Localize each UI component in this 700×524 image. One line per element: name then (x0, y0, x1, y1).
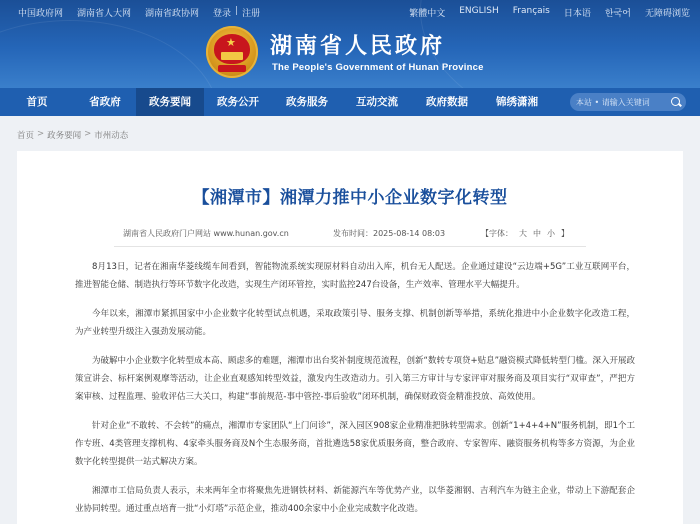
login-link[interactable]: 登录 (213, 9, 232, 19)
lang-french[interactable]: Français (512, 6, 550, 16)
lang-english[interactable]: ENGLISH (459, 6, 499, 16)
national-emblem-icon: ★ (206, 26, 258, 78)
search-icon[interactable] (671, 97, 680, 106)
nav-item-scenic-hunan[interactable]: 锦绣潇湘 (496, 96, 538, 108)
article-card (17, 151, 683, 524)
article-source: 湖南省人民政府门户网站 www.hunan.gov.cn (123, 229, 289, 238)
article-paragraph: 针对企业“不敢转、不会转”的痛点，湘潭市专家团队“上门问诊”，深入园区908家企业精准把脉转型需求。创新“1+4+4+N”服务机制，即1个工作专班、4类管理支撑机构、4家牵头服务商及N个生态服务商，首批遴选58家优质服务商，整合政府、专家智库、融资服务机构等多方资源，为企业数字化转型提供一站式解决方案。 (75, 421, 635, 467)
nav-item-provincial-government[interactable]: 省政府 (89, 96, 121, 108)
font-size-medium[interactable]: 中 (533, 229, 541, 238)
breadcrumb (17, 129, 128, 141)
breadcrumb-city-news[interactable]: 市州动态 (94, 131, 129, 141)
breadcrumb-government-news[interactable]: 政务要闻 (47, 131, 82, 141)
article-paragraph: 今年以来，湘潭市紧抓国家中小企业数字化转型试点机遇，采取政策引导、服务支撑、机制创新等举措，系统化推进中小企业数字化改造工程，为产业转型升级注入强劲发展动能。 (75, 309, 635, 337)
font-size-close: 】 (561, 229, 569, 238)
site-subtitle: The People's Government of Hunan Province (272, 62, 484, 73)
article-paragraph: 8月13日，记者在湘南华菱线缆车间看到，智能物流系统实现原材料自动出入库，机台无人配送。企业通过建设“云边端+5G”工业互联网平台，推进智能仓储、制造执行等环节数字化改造，实现生产闭环管控，实时监控247台设备，生产效率、管理水平大幅提升。 (75, 262, 635, 290)
top-bar (0, 0, 700, 22)
link-gov-cn[interactable]: 中国政府网 (18, 9, 64, 19)
accessibility-link[interactable]: 无障碍浏览 (644, 9, 690, 19)
link-hunan-cppcc[interactable]: 湖南省政协网 (145, 9, 200, 19)
site-title[interactable]: 湖南省人民政府 (270, 34, 446, 59)
article-paragraph: 湘潭市工信局负责人表示，未来两年全市将聚焦先进钢铁材料、新能源汽车等优势产业，以华菱湘钢、吉利汽车为链主企业，带动上下游配套企业协同转型。通过重点培育一批“小灯塔”示范企业，推动400余家中小企业完成数字化改造。 (75, 486, 635, 514)
nav-item-home[interactable]: 首页 (26, 96, 48, 108)
breadcrumb-separator: > (84, 129, 92, 139)
article-date: 发布时间：2025-08-14 08:03 (333, 229, 446, 238)
search-input[interactable] (576, 95, 668, 109)
article-meta (123, 228, 569, 239)
lang-japanese[interactable]: 日本语 (563, 9, 591, 19)
article-paragraph: 为破解中小企业数字化转型成本高、顾虑多的难题，湘潭市出台奖补制度规范流程，创新“数转专项贷+贴息”融资模式降低转型门槛。深入开展政策宣讲会、标杆案例观摩等活动，让企业直观感知转型效益，激发内生改造动力。引入第三方审计与专家评审对服务商及项目实行“双审查”，严把方案审核、过程监理、验收评估三大关口，构建“事前规范-事中管控-事后验收”闭环机制，确保财政资金精准投放、高效使用。 (75, 356, 635, 402)
nav-item-government-services[interactable]: 政务服务 (286, 96, 328, 108)
search-box (570, 93, 686, 111)
header-decoration (0, 20, 220, 88)
meta-divider (114, 246, 586, 247)
font-size-small[interactable]: 小 (547, 229, 555, 238)
lang-traditional-chinese[interactable]: 繁體中文 (409, 9, 446, 19)
nav-item-government-affairs-disclosure[interactable]: 政务公开 (217, 96, 259, 108)
link-hunan-npc[interactable]: 湖南省人大网 (77, 9, 132, 19)
breadcrumb-home[interactable]: 首页 (17, 131, 35, 141)
breadcrumb-separator: > (37, 129, 45, 139)
font-size-label: 【字体： (481, 229, 513, 238)
nav-item-government-news[interactable]: 政务要闻 (136, 88, 204, 116)
lang-korean[interactable]: 한국어 (604, 9, 631, 19)
login-separator: | (235, 6, 239, 16)
register-link[interactable]: 注册 (242, 9, 261, 19)
nav-item-interaction[interactable]: 互动交流 (356, 96, 398, 108)
article-body (75, 258, 635, 524)
nav-item-government-data[interactable]: 政府数据 (426, 96, 468, 108)
font-size-large[interactable]: 大 (519, 229, 527, 238)
article-title: 【湘潭市】湘潭力推中小企业数字化转型 (192, 188, 508, 208)
site-header (0, 0, 700, 88)
font-size-control (481, 228, 569, 239)
